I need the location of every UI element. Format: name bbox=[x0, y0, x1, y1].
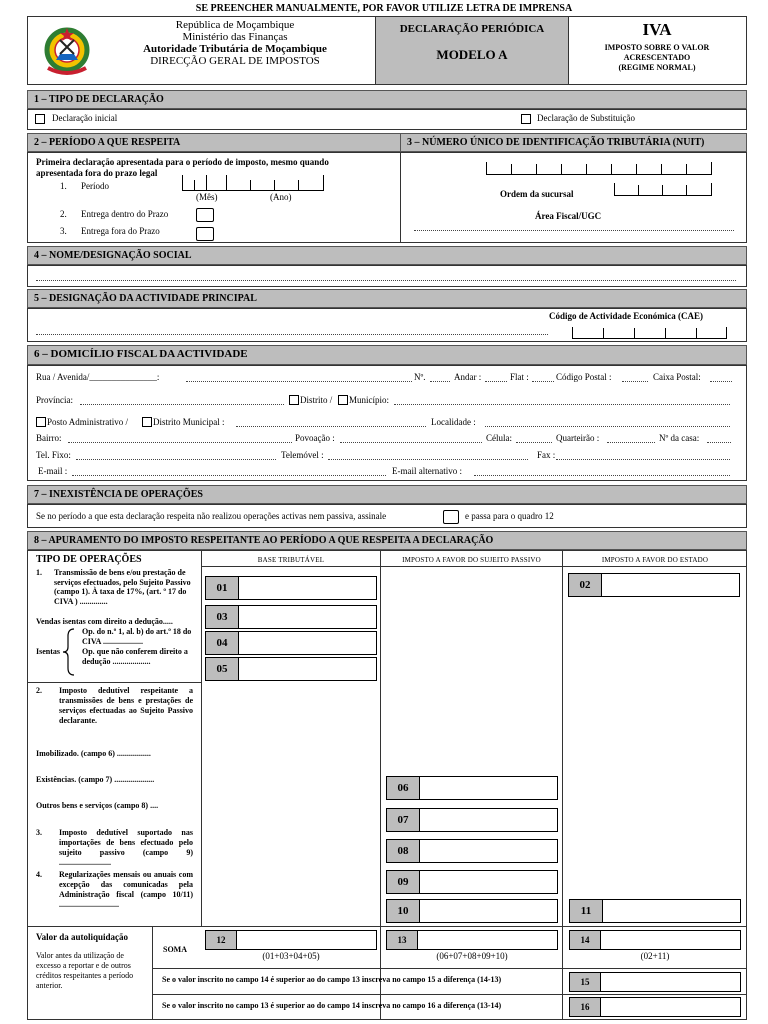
number-input[interactable] bbox=[430, 381, 450, 382]
tax-name: IMPOSTO SOBRE O VALOR ACRESCENTADO bbox=[604, 43, 710, 62]
rule-15-text: Se o valor inscrito no campo 14 é superior ao do campo 13 inscreva no campo 15 a diferença (14-13) bbox=[162, 975, 502, 984]
field-02[interactable]: 02 bbox=[568, 573, 740, 597]
initial-declaration-checkbox[interactable] bbox=[35, 114, 45, 124]
section-6-body bbox=[27, 365, 747, 481]
op1-num: 1. bbox=[36, 568, 42, 577]
neighbourhood-input[interactable] bbox=[68, 442, 292, 443]
header-authority: Autoridade Tributária de Moçambique bbox=[143, 43, 327, 55]
branch-input[interactable] bbox=[614, 183, 712, 196]
house-no-label: Nº da casa: bbox=[659, 433, 700, 443]
col-passive-header: IMPOSTO A FAVOR DO SUJEITO PASSIVO bbox=[402, 556, 541, 564]
brace-icon bbox=[62, 628, 76, 676]
period-item2-label: Entrega dentro do Prazo bbox=[81, 209, 169, 219]
other-goods-text: Outros bens e serviços (campo 8) .... bbox=[36, 801, 159, 810]
nuit-input[interactable] bbox=[486, 162, 712, 175]
op3-num: 3. bbox=[36, 828, 42, 837]
fiscal-area-input[interactable] bbox=[414, 230, 734, 231]
fax-input[interactable] bbox=[556, 459, 730, 460]
floor-input[interactable] bbox=[485, 381, 507, 382]
exempt-b-text: Op. que não conferem direito a dedução ................... bbox=[82, 647, 188, 666]
house-no-input[interactable] bbox=[707, 442, 731, 443]
province-input[interactable] bbox=[80, 404, 284, 405]
field-09[interactable]: 09 bbox=[386, 870, 558, 894]
field-15[interactable]: 15 bbox=[569, 972, 741, 992]
initial-declaration-label: Declaração inicial bbox=[52, 113, 118, 123]
top-notice: SE PREENCHER MANUALMENTE, POR FAVOR UTILIZE LETRA DE IMPRENSA bbox=[195, 3, 573, 14]
field-06[interactable]: 06 bbox=[386, 776, 558, 800]
district-label: Distrito / bbox=[300, 395, 333, 405]
sum12-formula: (01+03+04+05) bbox=[262, 951, 320, 961]
model-label: MODELO A bbox=[436, 47, 508, 62]
period-item3-num: 3. bbox=[60, 226, 67, 236]
admin-post-input[interactable] bbox=[236, 426, 426, 427]
period-item3-label: Entrega fora do Prazo bbox=[81, 226, 160, 236]
phone-input[interactable] bbox=[76, 459, 276, 460]
locality-input[interactable] bbox=[485, 426, 730, 427]
po-box-label: Caixa Postal: bbox=[653, 372, 701, 382]
section-5-title: 5 – DESIGNAÇÃO DA ACTIVIDADE PRINCIPAL bbox=[27, 289, 747, 308]
substitution-declaration-checkbox[interactable] bbox=[521, 114, 531, 124]
email-alt-input[interactable] bbox=[474, 475, 730, 476]
period-item1-num: 1. bbox=[60, 181, 67, 191]
fiscal-area-label: Área Fiscal/UGC bbox=[535, 211, 602, 221]
section-4-title: 4 – NOME/DESIGNAÇÃO SOCIAL bbox=[27, 246, 747, 265]
phone-label: Tel. Fixo: bbox=[36, 450, 71, 460]
number-label: Nº. bbox=[414, 372, 426, 382]
section-2-title: 2 – PERÍODO A QUE RESPEITA bbox=[27, 133, 401, 152]
self-value-text: Valor antes da utilização de excesso a reportar e de outros créditos respeitantes a período anterior. bbox=[36, 951, 134, 990]
field-11[interactable]: 11 bbox=[569, 899, 741, 923]
exempt-a-text: Op. do n.º 1, al. b) do art.º 18 do CIVA .................... bbox=[82, 627, 192, 646]
field-08[interactable]: 08 bbox=[386, 839, 558, 863]
section-1-body bbox=[27, 109, 747, 130]
stock-text: Existências. (campo 7) .................... bbox=[36, 775, 155, 784]
no-operations-text: Se no período a que esta declaração respeita não realizou operações activas nem passiva, assinale bbox=[36, 511, 387, 521]
op4-text: Regularizações mensais ou anuais com excepção das comunicadas pela Administração fiscal (campo 10/11) .............................. bbox=[59, 870, 193, 909]
col-state-header: IMPOSTO A FAVOR DO ESTADO bbox=[601, 556, 709, 564]
section-6-title: 6 – DOMICÍLIO FISCAL DA ACTIVIDADE bbox=[27, 345, 747, 365]
section-4-body bbox=[27, 265, 747, 287]
mozambique-emblem-icon bbox=[40, 24, 94, 80]
municipality-label: Município: bbox=[349, 395, 389, 405]
op1-text: Transmissão de bens e/ou prestação de serviços efectuados, pelo Sujeito Passivo (campo 1). À taxa de 17%, (art. º 17 do CIVA ) .............. bbox=[54, 568, 191, 606]
year-label: (Ano) bbox=[270, 192, 292, 202]
settlement-label: Povoação : bbox=[295, 433, 335, 443]
month-label: (Mês) bbox=[196, 192, 218, 202]
period-item2-num: 2. bbox=[60, 209, 67, 219]
field-13[interactable]: 13 bbox=[386, 930, 558, 950]
late-checkbox[interactable] bbox=[196, 227, 214, 241]
cae-input[interactable] bbox=[572, 327, 727, 339]
po-box-input[interactable] bbox=[710, 381, 732, 382]
soma-label: SOMA bbox=[163, 945, 187, 954]
neighbourhood-label: Bairro: bbox=[36, 433, 62, 443]
header-ministry: Ministério das Finanças bbox=[182, 31, 288, 43]
admin-post-checkbox[interactable] bbox=[36, 417, 46, 427]
fax-label: Fax : bbox=[537, 450, 556, 460]
main-activity-input[interactable] bbox=[36, 334, 548, 335]
header-country: República de Moçambique bbox=[175, 19, 295, 31]
tax-regime: (REGIME NORMAL) bbox=[618, 63, 696, 72]
province-label: Província: bbox=[36, 395, 73, 405]
cell-input[interactable] bbox=[516, 442, 552, 443]
field-07[interactable]: 07 bbox=[386, 808, 558, 832]
postal-code-input[interactable] bbox=[622, 381, 648, 382]
no-operations-checkbox[interactable] bbox=[443, 510, 459, 524]
field-01[interactable]: 01 bbox=[205, 576, 377, 600]
tax-code: IVA bbox=[642, 20, 672, 39]
email-input[interactable] bbox=[72, 475, 386, 476]
period-intro: Primeira declaração apresentada para o período de imposto, mesmo quando apresentada fora do prazo legal bbox=[36, 157, 329, 178]
section-8-title: 8 – APURAMENTO DO IMPOSTO RESPEITANTE AO PERÍODO A QUE RESPEITA A DECLARAÇÃO bbox=[27, 531, 747, 550]
mobile-label: Telemóvel : bbox=[281, 450, 324, 460]
col-base-header: BASE TRIBUTÁVEL bbox=[257, 556, 325, 564]
substitution-declaration-label: Declaração de Substituição bbox=[537, 113, 635, 123]
postal-code-label: Código Postal : bbox=[556, 372, 612, 382]
email-alt-label: E-mail alternativo : bbox=[392, 466, 462, 476]
declaration-type: DECLARAÇÃO PERIÓDICA bbox=[399, 23, 545, 35]
no-operations-text2: e passa para o quadro 12 bbox=[465, 511, 554, 521]
exempt-label: Isentas bbox=[36, 647, 61, 656]
declaration-type-panel bbox=[375, 17, 569, 84]
section-7-title: 7 – INEXISTÊNCIA DE OPERAÇÕES bbox=[27, 485, 747, 504]
admin-post-label: Posto Administrativo / bbox=[47, 417, 129, 427]
branch-label: Ordem da sucursal bbox=[500, 189, 574, 199]
company-name-input[interactable] bbox=[36, 280, 736, 281]
mobile-input[interactable] bbox=[328, 459, 528, 460]
field-05[interactable]: 05 bbox=[205, 657, 377, 681]
period-input[interactable] bbox=[182, 175, 324, 191]
municipal-district-checkbox[interactable] bbox=[142, 417, 152, 427]
block-label: Quarteirão : bbox=[556, 433, 600, 443]
header-directorate: DIRECÇÃO GERAL DE IMPOSTOS bbox=[150, 55, 320, 67]
sum13-formula: (06+07+08+09+10) bbox=[436, 951, 508, 961]
self-value-title: Valor da autoliquidação bbox=[36, 932, 129, 942]
sum14-formula: (02+11) bbox=[640, 951, 670, 961]
flat-input[interactable] bbox=[532, 381, 554, 382]
locality-label: Localidade : bbox=[431, 417, 476, 427]
col-ops-header: TIPO DE OPERAÇÕES bbox=[36, 554, 142, 565]
op4-num: 4. bbox=[36, 870, 42, 879]
block-input[interactable] bbox=[607, 442, 655, 443]
fixed-assets-text: Imobilizado. (campo 6) ................. bbox=[36, 749, 151, 758]
district-input[interactable] bbox=[394, 404, 730, 405]
street-label: Rua / Avenida/_______________: bbox=[36, 372, 160, 382]
municipal-district-label: Distrito Municipal : bbox=[153, 417, 225, 427]
field-14[interactable]: 14 bbox=[569, 930, 741, 950]
flat-label: Flat : bbox=[510, 372, 529, 382]
in-time-checkbox[interactable] bbox=[196, 208, 214, 222]
municipality-checkbox[interactable] bbox=[338, 395, 348, 405]
field-16[interactable]: 16 bbox=[569, 997, 741, 1017]
field-10[interactable]: 10 bbox=[386, 899, 558, 923]
exempt-right-text: Vendas isentas com direito a dedução..... bbox=[36, 617, 173, 626]
op2-text: Imposto dedutível respeitante a transmissões de bens e prestações de serviços efectuadas ao Sujeito Passivo declarante. bbox=[59, 686, 193, 725]
rule-16-text: Se o valor inscrito no campo 13 é superior ao do campo 14 inscreva no campo 16 a diferença (13-14) bbox=[162, 1001, 502, 1010]
cell-label: Célula: bbox=[486, 433, 512, 443]
section-1-title: 1 – TIPO DE DECLARAÇÃO bbox=[27, 90, 747, 109]
section-3-title: 3 – NÚMERO ÚNICO DE IDENTIFICAÇÃO TRIBUTÁRIA (NUIT) bbox=[400, 133, 747, 152]
field-12[interactable]: 12 bbox=[205, 930, 377, 950]
op3-text: Imposto dedutível suportado nas importações de bens efectuado pelo sujeito passivo (campo 9) .......................... bbox=[59, 828, 193, 867]
street-input[interactable] bbox=[186, 381, 412, 382]
period-item1-label: Período bbox=[81, 181, 109, 191]
field-04[interactable]: 04 bbox=[205, 631, 377, 655]
op2-num: 2. bbox=[36, 686, 42, 695]
settlement-input[interactable] bbox=[340, 442, 482, 443]
email-label: E-mail : bbox=[38, 466, 68, 476]
floor-label: Andar : bbox=[454, 372, 482, 382]
cae-label: Código de Actividade Económica (CAE) bbox=[549, 311, 703, 321]
district-checkbox[interactable] bbox=[289, 395, 299, 405]
field-03[interactable]: 03 bbox=[205, 605, 377, 629]
